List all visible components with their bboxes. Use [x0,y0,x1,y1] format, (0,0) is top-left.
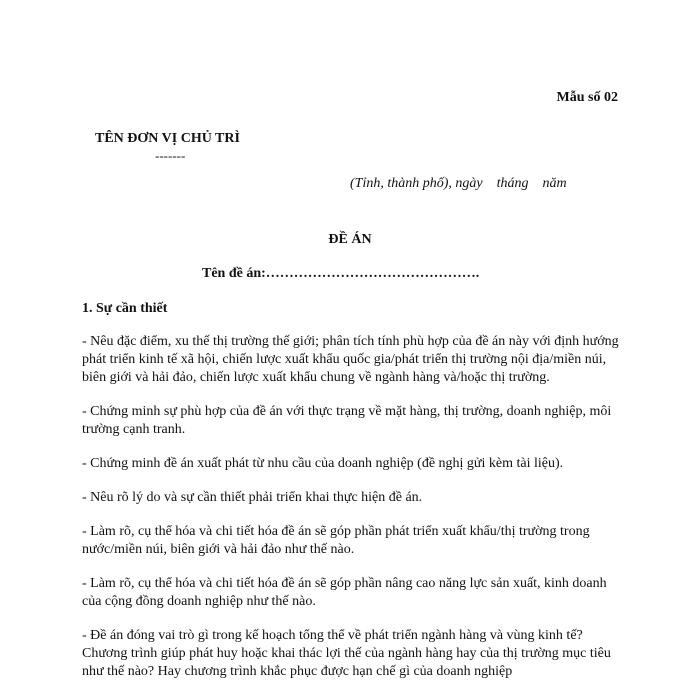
paragraph: - Làm rõ, cụ thể hóa và chi tiết hóa đề án sẽ góp phần phát triển xuất khẩu/thị trường trong nước/miền núi, biên giới và hải đảo như thế nào. [82,524,590,557]
paragraph: - Làm rõ, cụ thể hóa và chi tiết hóa đề án sẽ góp phần nâng cao năng lực sản xuất, kinh doanh của cộng đồng doanh nghiệp như thế nào. [82,576,607,609]
org-name-underline: ------- [155,148,186,163]
form-number: Mẫu số 02 [556,90,618,105]
paragraph: - Nêu đặc điểm, xu thế thị trường thế giới; phân tích tính phù hợp của đề án này với định hướng phát triển kinh tế xã hội, chiến lược xuất khẩu quốc gia/phát triển thị trường nội địa/miền núi, biên giới và hải đảo, chiến lược xuất khẩu chung về ngành hàng và/hoặc thị trường. [82,334,619,385]
section-body [82,333,622,697]
paragraph: - Đề án đóng vai trò gì trong kế hoạch tổng thể về phát triển ngành hàng và vùng kinh tế? Chương trình giúp phát huy hoặc khai thác lợi thế của ngành hàng hay của thị trường mục tiêu như thế nào? Hay chương trình khắc phục được hạn chế gì của doanh nghiệp [82,628,611,679]
org-name: TÊN ĐƠN VỊ CHỦ TRÌ [95,131,240,146]
place-date-line: (Tỉnh, thành phố), ngày tháng năm [350,176,567,191]
paragraph: - Nêu rõ lý do và sự cần thiết phải triển khai thực hiện đề án. [82,490,423,505]
paragraph: - Chứng minh đề án xuất phát từ nhu cầu của doanh nghiệp (đề nghị gửi kèm tài liệu). [82,456,564,471]
document-title: ĐỀ ÁN [328,232,372,247]
section-heading: 1. Sự cần thiết [82,301,168,316]
project-name-line: Tên đề án:………………………………………. [202,266,480,281]
paragraph: - Chứng minh sự phù hợp của đề án với thực trạng về mặt hàng, thị trường, doanh nghiệp, môi trường cạnh tranh. [82,404,612,437]
